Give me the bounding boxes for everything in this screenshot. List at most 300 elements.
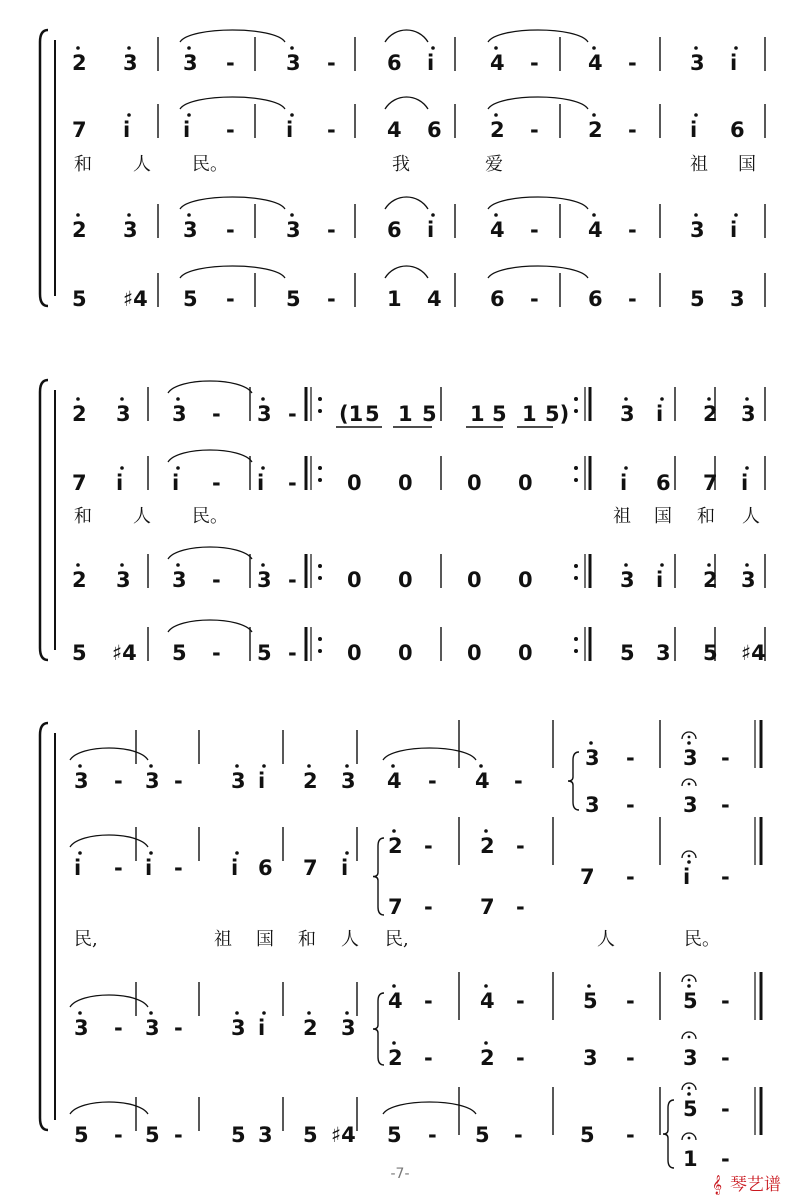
octave-dot [484, 1041, 488, 1045]
dash: - [721, 865, 730, 889]
tie-slur [385, 266, 428, 278]
note: i [258, 769, 266, 793]
note: 3 [585, 746, 600, 770]
note: (1 [339, 402, 364, 426]
lyric: 民, [385, 929, 409, 950]
dash: - [516, 989, 525, 1013]
lyric: 民。 [684, 929, 720, 950]
dash: - [516, 1046, 525, 1070]
note: 7 [388, 895, 403, 919]
note: 0 [347, 568, 362, 592]
staff-bass [70, 1102, 635, 1147]
note: 3 [116, 568, 131, 592]
note: 3 [172, 568, 187, 592]
lyric: 和 [697, 506, 715, 527]
staff-alto [72, 97, 745, 142]
note: 5 [475, 1123, 490, 1147]
dash: - [226, 218, 235, 242]
tie-slur [168, 381, 252, 393]
note: 6 [387, 218, 402, 242]
note: 0 [398, 568, 413, 592]
divisi-row [388, 829, 525, 858]
note: 4 [388, 989, 403, 1013]
staff-tenor [72, 197, 738, 242]
octave-dot [127, 113, 131, 117]
note: 7 [480, 895, 495, 919]
note: 2 [72, 568, 87, 592]
octave-dot [290, 213, 294, 217]
dash: - [626, 865, 635, 889]
octave-dot [392, 984, 396, 988]
dash: - [226, 118, 235, 142]
dash: - [174, 1123, 183, 1147]
note: 4 [588, 218, 603, 242]
octave-dot [176, 397, 180, 401]
dash: - [327, 51, 336, 75]
dash: - [530, 287, 539, 311]
note: 3 [683, 746, 698, 770]
note: 5 [703, 641, 718, 665]
octave-dot [262, 764, 266, 768]
tie-slur [385, 197, 428, 209]
dash: - [327, 287, 336, 311]
note: i [341, 856, 349, 880]
octave-dot [391, 764, 395, 768]
dash: - [288, 641, 297, 665]
lyric: 民。 [192, 506, 228, 527]
octave-dot [76, 213, 80, 217]
divisi-row [388, 895, 525, 919]
dash: - [288, 568, 297, 592]
lyrics-row [74, 929, 720, 950]
note: 4 [387, 769, 402, 793]
dash: - [626, 989, 635, 1013]
fermata-dot [688, 979, 691, 982]
site-logo [712, 1175, 781, 1195]
octave-dot [78, 1011, 82, 1015]
lyric: 和 [74, 506, 92, 527]
logo-glyph: 𝄞 [712, 1175, 723, 1195]
divisi-brace [568, 752, 579, 810]
note: i [172, 471, 180, 495]
note: 2 [480, 1046, 495, 1070]
note: 4 [490, 51, 505, 75]
note: i [116, 471, 124, 495]
note: i [730, 51, 738, 75]
note: ♯4 [741, 641, 766, 665]
tie-slur [168, 547, 252, 559]
note: i [427, 51, 435, 75]
lyric: 人 [133, 154, 151, 175]
divisi-row [682, 1083, 730, 1121]
note: 5 [303, 1123, 318, 1147]
octave-dot [345, 851, 349, 855]
octave-dot [262, 1011, 266, 1015]
note: 5 [74, 1123, 89, 1147]
note: 5 [580, 1123, 595, 1147]
note: 5 [72, 287, 87, 311]
dash: - [114, 1016, 123, 1040]
note: 0 [347, 641, 362, 665]
octave-dot [307, 1011, 311, 1015]
repeat-dot [318, 637, 322, 641]
dash: - [516, 834, 525, 858]
octave-dot [235, 1011, 239, 1015]
dash: - [428, 1123, 437, 1147]
repeat-dot [318, 649, 322, 653]
octave-dot [484, 829, 488, 833]
note: 3 [620, 402, 635, 426]
system-bracket [40, 30, 48, 306]
note: 3 [690, 51, 705, 75]
note: 7 [72, 471, 87, 495]
note: i [145, 856, 153, 880]
repeat-dot [318, 564, 322, 568]
lyric: 民, [74, 929, 98, 950]
note: 4 [480, 989, 495, 1013]
dash: - [530, 218, 539, 242]
note: 3 [257, 402, 272, 426]
repeat-dot [574, 564, 578, 568]
staff-soprano [72, 381, 756, 427]
note: 0 [398, 471, 413, 495]
dash: - [721, 1147, 730, 1171]
tie-slur [180, 266, 285, 278]
note: 3 [683, 793, 698, 817]
divisi-row [583, 1032, 730, 1070]
note: 0 [467, 471, 482, 495]
lyrics-row [74, 154, 756, 175]
note: ♯4 [112, 641, 137, 665]
note: 2 [490, 118, 505, 142]
octave-dot [149, 1011, 153, 1015]
dash: - [174, 1016, 183, 1040]
note: 2 [388, 1046, 403, 1070]
note: 5 [172, 641, 187, 665]
note: i [656, 402, 664, 426]
lyric: 民。 [192, 154, 228, 175]
dash: - [226, 51, 235, 75]
octave-dot [587, 984, 591, 988]
dash: - [628, 218, 637, 242]
note: 5 [683, 1097, 698, 1121]
note: 3 [172, 402, 187, 426]
fermata-dot [688, 1087, 691, 1090]
note: 6 [427, 118, 442, 142]
octave-dot [624, 563, 628, 567]
note: i [620, 471, 628, 495]
dash: - [212, 568, 221, 592]
dash: - [288, 471, 297, 495]
fermata-dot [688, 855, 691, 858]
dash: - [628, 287, 637, 311]
score-systems [40, 30, 766, 1171]
note: i [427, 218, 435, 242]
note: i [74, 856, 82, 880]
octave-dot [687, 860, 691, 864]
note: 1 [683, 1147, 698, 1171]
note: 4 [427, 287, 442, 311]
repeat-dot [318, 576, 322, 580]
note: 3 [741, 568, 756, 592]
note: 3 [183, 218, 198, 242]
octave-dot [127, 46, 131, 50]
divisi-row [388, 984, 525, 1013]
dash: - [424, 989, 433, 1013]
note: 3 [341, 769, 356, 793]
octave-dot [149, 764, 153, 768]
note: 7 [703, 471, 718, 495]
octave-dot [307, 764, 311, 768]
note: 0 [347, 471, 362, 495]
dash: - [721, 793, 730, 817]
note: 5 [387, 1123, 402, 1147]
note: 3 [286, 51, 301, 75]
note: ♯4 [331, 1123, 356, 1147]
note: i [231, 856, 239, 880]
octave-dot [392, 1041, 396, 1045]
system-2-barlines [148, 387, 765, 661]
staff-soprano [70, 748, 523, 793]
note: 2 [388, 834, 403, 858]
note: 0 [467, 641, 482, 665]
fermata-dot [688, 736, 691, 739]
octave-dot [187, 213, 191, 217]
fermata-dot [688, 1036, 691, 1039]
note: 3 [116, 402, 131, 426]
note: 3 [123, 51, 138, 75]
repeat-dot [574, 478, 578, 482]
repeat-dot [574, 637, 578, 641]
staff-alto [72, 450, 749, 495]
staff-soprano [72, 30, 738, 75]
note: i [286, 118, 294, 142]
dash: - [424, 895, 433, 919]
dash: - [721, 989, 730, 1013]
note: 3 [690, 218, 705, 242]
note: 3 [231, 769, 246, 793]
dash: - [174, 856, 183, 880]
octave-dot [149, 851, 153, 855]
dash: - [721, 1097, 730, 1121]
note: 2 [703, 402, 718, 426]
lyric: 国 [654, 506, 672, 527]
note: 7 [72, 118, 87, 142]
octave-dot [745, 397, 749, 401]
octave-dot [592, 46, 596, 50]
octave-dot [261, 397, 265, 401]
note: 7 [580, 865, 595, 889]
dash: - [424, 834, 433, 858]
octave-dot [127, 213, 131, 217]
note: 3 [585, 793, 600, 817]
note: 7 [303, 856, 318, 880]
staff-bass [72, 266, 745, 311]
note: 3 [286, 218, 301, 242]
octave-dot [589, 741, 593, 745]
note: 1 [398, 402, 413, 426]
note: 2 [72, 51, 87, 75]
lyric: 和 [298, 929, 316, 950]
dash: - [327, 118, 336, 142]
lyric: 国 [256, 929, 274, 950]
dash: - [114, 769, 123, 793]
repeat-dot [318, 397, 322, 401]
octave-dot [494, 113, 498, 117]
octave-dot [494, 213, 498, 217]
octave-dot [176, 466, 180, 470]
octave-dot [687, 741, 691, 745]
fermata-dot [688, 1137, 691, 1140]
dash: - [530, 118, 539, 142]
repeat-dot [318, 466, 322, 470]
repeat-dot [574, 649, 578, 653]
lyric: 我 [392, 154, 410, 175]
divisi-row [585, 779, 730, 817]
dash: - [626, 1046, 635, 1070]
octave-dot [687, 984, 691, 988]
note: 5 [286, 287, 301, 311]
octave-dot [235, 764, 239, 768]
octave-dot [261, 563, 265, 567]
note: 2 [72, 218, 87, 242]
octave-dot [120, 397, 124, 401]
octave-dot [734, 46, 738, 50]
note: i [730, 218, 738, 242]
page-number: -7- [390, 1166, 410, 1182]
note: 3 [730, 287, 745, 311]
divisi-row [388, 1041, 525, 1070]
note: 6 [387, 51, 402, 75]
lyric: 人 [341, 929, 359, 950]
note: i [257, 471, 265, 495]
repeat-dot [574, 409, 578, 413]
lyric: 爱 [485, 154, 503, 175]
note: i [690, 118, 698, 142]
note: 6 [730, 118, 745, 142]
octave-dot [694, 213, 698, 217]
octave-dot [745, 563, 749, 567]
octave-dot [707, 563, 711, 567]
lyric: 国 [738, 154, 756, 175]
staff-tenor [70, 995, 356, 1040]
note: 6 [588, 287, 603, 311]
note: 2 [303, 1016, 318, 1040]
octave-dot [235, 851, 239, 855]
octave-dot [345, 764, 349, 768]
octave-dot [745, 466, 749, 470]
lyric: 人 [742, 506, 760, 527]
tie-slur [168, 620, 252, 632]
dash: - [327, 218, 336, 242]
note: 3 [123, 218, 138, 242]
octave-dot [431, 213, 435, 217]
note: 0 [467, 568, 482, 592]
note: i [123, 118, 131, 142]
logo-text: 琴艺谱 [730, 1175, 781, 1195]
tie-slur [488, 30, 588, 42]
note: 5 [257, 641, 272, 665]
dash: - [626, 793, 635, 817]
note: i [741, 471, 749, 495]
dash: - [288, 402, 297, 426]
tie-slur [385, 30, 428, 42]
divisi-row [585, 732, 730, 770]
octave-dot [660, 563, 664, 567]
score-system [40, 30, 756, 311]
octave-dot [76, 397, 80, 401]
note: 3 [74, 1016, 89, 1040]
note: 5 [683, 989, 698, 1013]
dash: - [428, 769, 437, 793]
note: 3 [620, 568, 635, 592]
note: 3 [231, 1016, 246, 1040]
dash: - [628, 51, 637, 75]
octave-dot [392, 829, 396, 833]
tie-slur [180, 30, 285, 42]
note: 0 [518, 641, 533, 665]
octave-dot [624, 397, 628, 401]
octave-dot [120, 563, 124, 567]
note: 3 [341, 1016, 356, 1040]
octave-dot [120, 466, 124, 470]
octave-dot [707, 397, 711, 401]
octave-dot [76, 46, 80, 50]
note: i [258, 1016, 266, 1040]
note: i [656, 568, 664, 592]
note: 5 [492, 402, 507, 426]
score-system [40, 380, 766, 665]
note: 3 [258, 1123, 273, 1147]
tie-slur [383, 748, 476, 760]
score-system [40, 723, 730, 1171]
note: 2 [588, 118, 603, 142]
octave-dot [592, 213, 596, 217]
octave-dot [187, 46, 191, 50]
tie-slur [488, 266, 588, 278]
octave-dot [660, 397, 664, 401]
note: 5 [72, 641, 87, 665]
note: 5 [231, 1123, 246, 1147]
note: 4 [475, 769, 490, 793]
lyric: 人 [133, 506, 151, 527]
octave-dot [431, 46, 435, 50]
note: 4 [387, 118, 402, 142]
note: 3 [74, 769, 89, 793]
note: 6 [258, 856, 273, 880]
note: 5 [583, 989, 598, 1013]
lyric: 祖 [613, 506, 631, 527]
fermata-dot [688, 783, 691, 786]
note: 5 [620, 641, 635, 665]
dash: - [212, 641, 221, 665]
note: 5 [422, 402, 437, 426]
tie-slur [488, 197, 588, 209]
note: 3 [683, 1046, 698, 1070]
dash: - [721, 1046, 730, 1070]
system-bracket [40, 380, 48, 660]
note: 6 [490, 287, 505, 311]
divisi-row [682, 1133, 730, 1171]
dash: - [174, 769, 183, 793]
octave-dot [290, 46, 294, 50]
octave-dot [290, 113, 294, 117]
dash: - [424, 1046, 433, 1070]
note: 3 [183, 51, 198, 75]
dash: - [516, 895, 525, 919]
dash: - [628, 118, 637, 142]
divisi-brace [373, 838, 384, 915]
